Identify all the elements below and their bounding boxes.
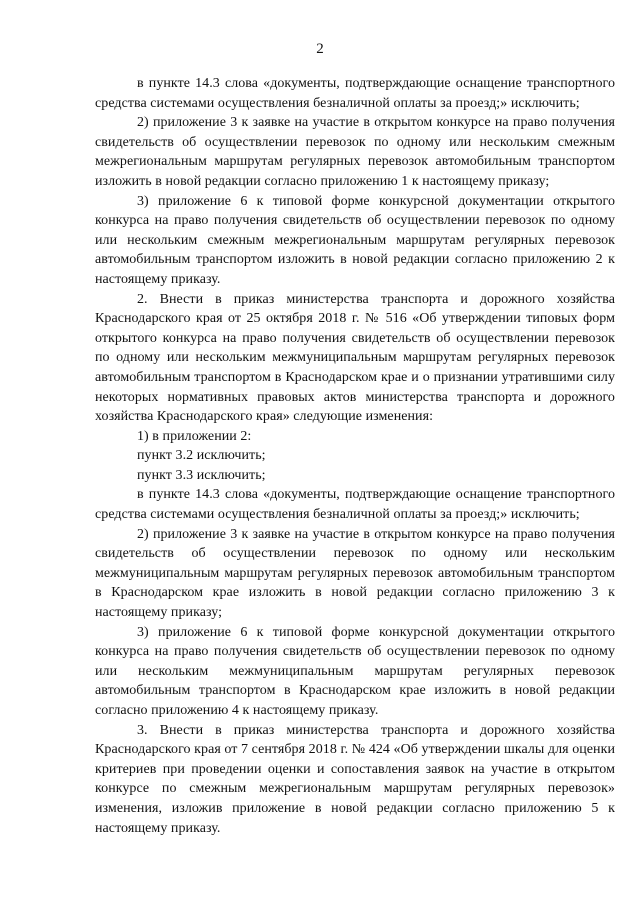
document-body [95,74,615,838]
paragraph-item-2-appendix-3-second: 2) приложение 3 к заявке на участие в открытом конкурсе на право получения свидетельств об осуществлении перевозок по одному или нескольким межмуниципальным маршрутам регулярных перевозок автомобильным транспортом в Краснодарском крае изложить в новой редакции согласно приложению 3 к настоящему приказу; [95,526,615,621]
paragraph-item-3-appendix-6: 3) приложение 6 к типовой форме конкурсной документации открытого конкурса на право получения свидетельств об осуществлении перевозок по одному или нескольким смежным межрегиональным маршрутам регулярных перевозок автомобильным транспортом изложить в новой редакции согласно приложению 2 к настоящему приказу. [95,193,615,287]
paragraph-clause-3-2: пункт 3.2 исключить; [137,448,266,464]
paragraph-item-2-appendix-3: 2) приложение 3 к заявке на участие в открытом конкурсе на право получения свидетельств об осуществлении перевозок по одному или нескольким смежным межрегиональным маршрутам регулярных перевозок автомобильным транспортом изложить в новой редакции согласно приложению 1 к настоящему приказу; [95,115,615,189]
paragraph-clause-3-3: пункт 3.3 исключить; [137,467,266,483]
paragraph-clause-14-3-second: в пункте 14.3 слова «документы, подтверждающие оснащение транспортного средства системами осуществления безналичной оплаты за проезд;» исключить; [95,487,615,523]
paragraph-item-1-appendix-2: 1) в приложении 2: [137,428,252,444]
paragraph-clause-14-3: в пункте 14.3 слова «документы, подтверждающие оснащение транспортного средства системами осуществления безналичной оплаты за проезд;» исключить; [95,76,615,111]
paragraph-section-3: 3. Внести в приказ министерства транспорта и дорожного хозяйства Краснодарского края от 7 сентября 2018 г. № 424 «Об утверждении шкалы для оценки критериев при проведении оценки и сопоставления заявок на участие в открытом конкурсе по смежным межрегиональным маршрутам регулярных перевозок» изменения, изложив приложение в новой редакции согласно приложению 5 к настоящему приказу. [95,722,615,836]
paragraph-section-2: 2. Внести в приказ министерства транспорта и дорожного хозяйства Краснодарского края от 25 октября 2018 г. № 516 «Об утверждении типовых форм открытого конкурса на право получения свидетельств об осуществлении перевозок по одному или нескольким межмуниципальным маршрутам регулярных перевозок автомобильным транспортом в Краснодарском крае и о признании утратившими силу некоторых нормативных правовых актов министерства транспорта и дорожного хозяйства Краснодарского края» следующие изменения: [95,291,615,425]
page-number: 2 [316,41,324,57]
paragraph-item-3-appendix-6-second: 3) приложение 6 к типовой форме конкурсной документации открытого конкурса на право получения свидетельств об осуществлении перевозок по одному или нескольким межмуниципальным маршрутам регулярных перевозок автомобильным транспортом в Краснодарском крае изложить в новой редакции согласно приложению 4 к настоящему приказу. [95,624,615,718]
